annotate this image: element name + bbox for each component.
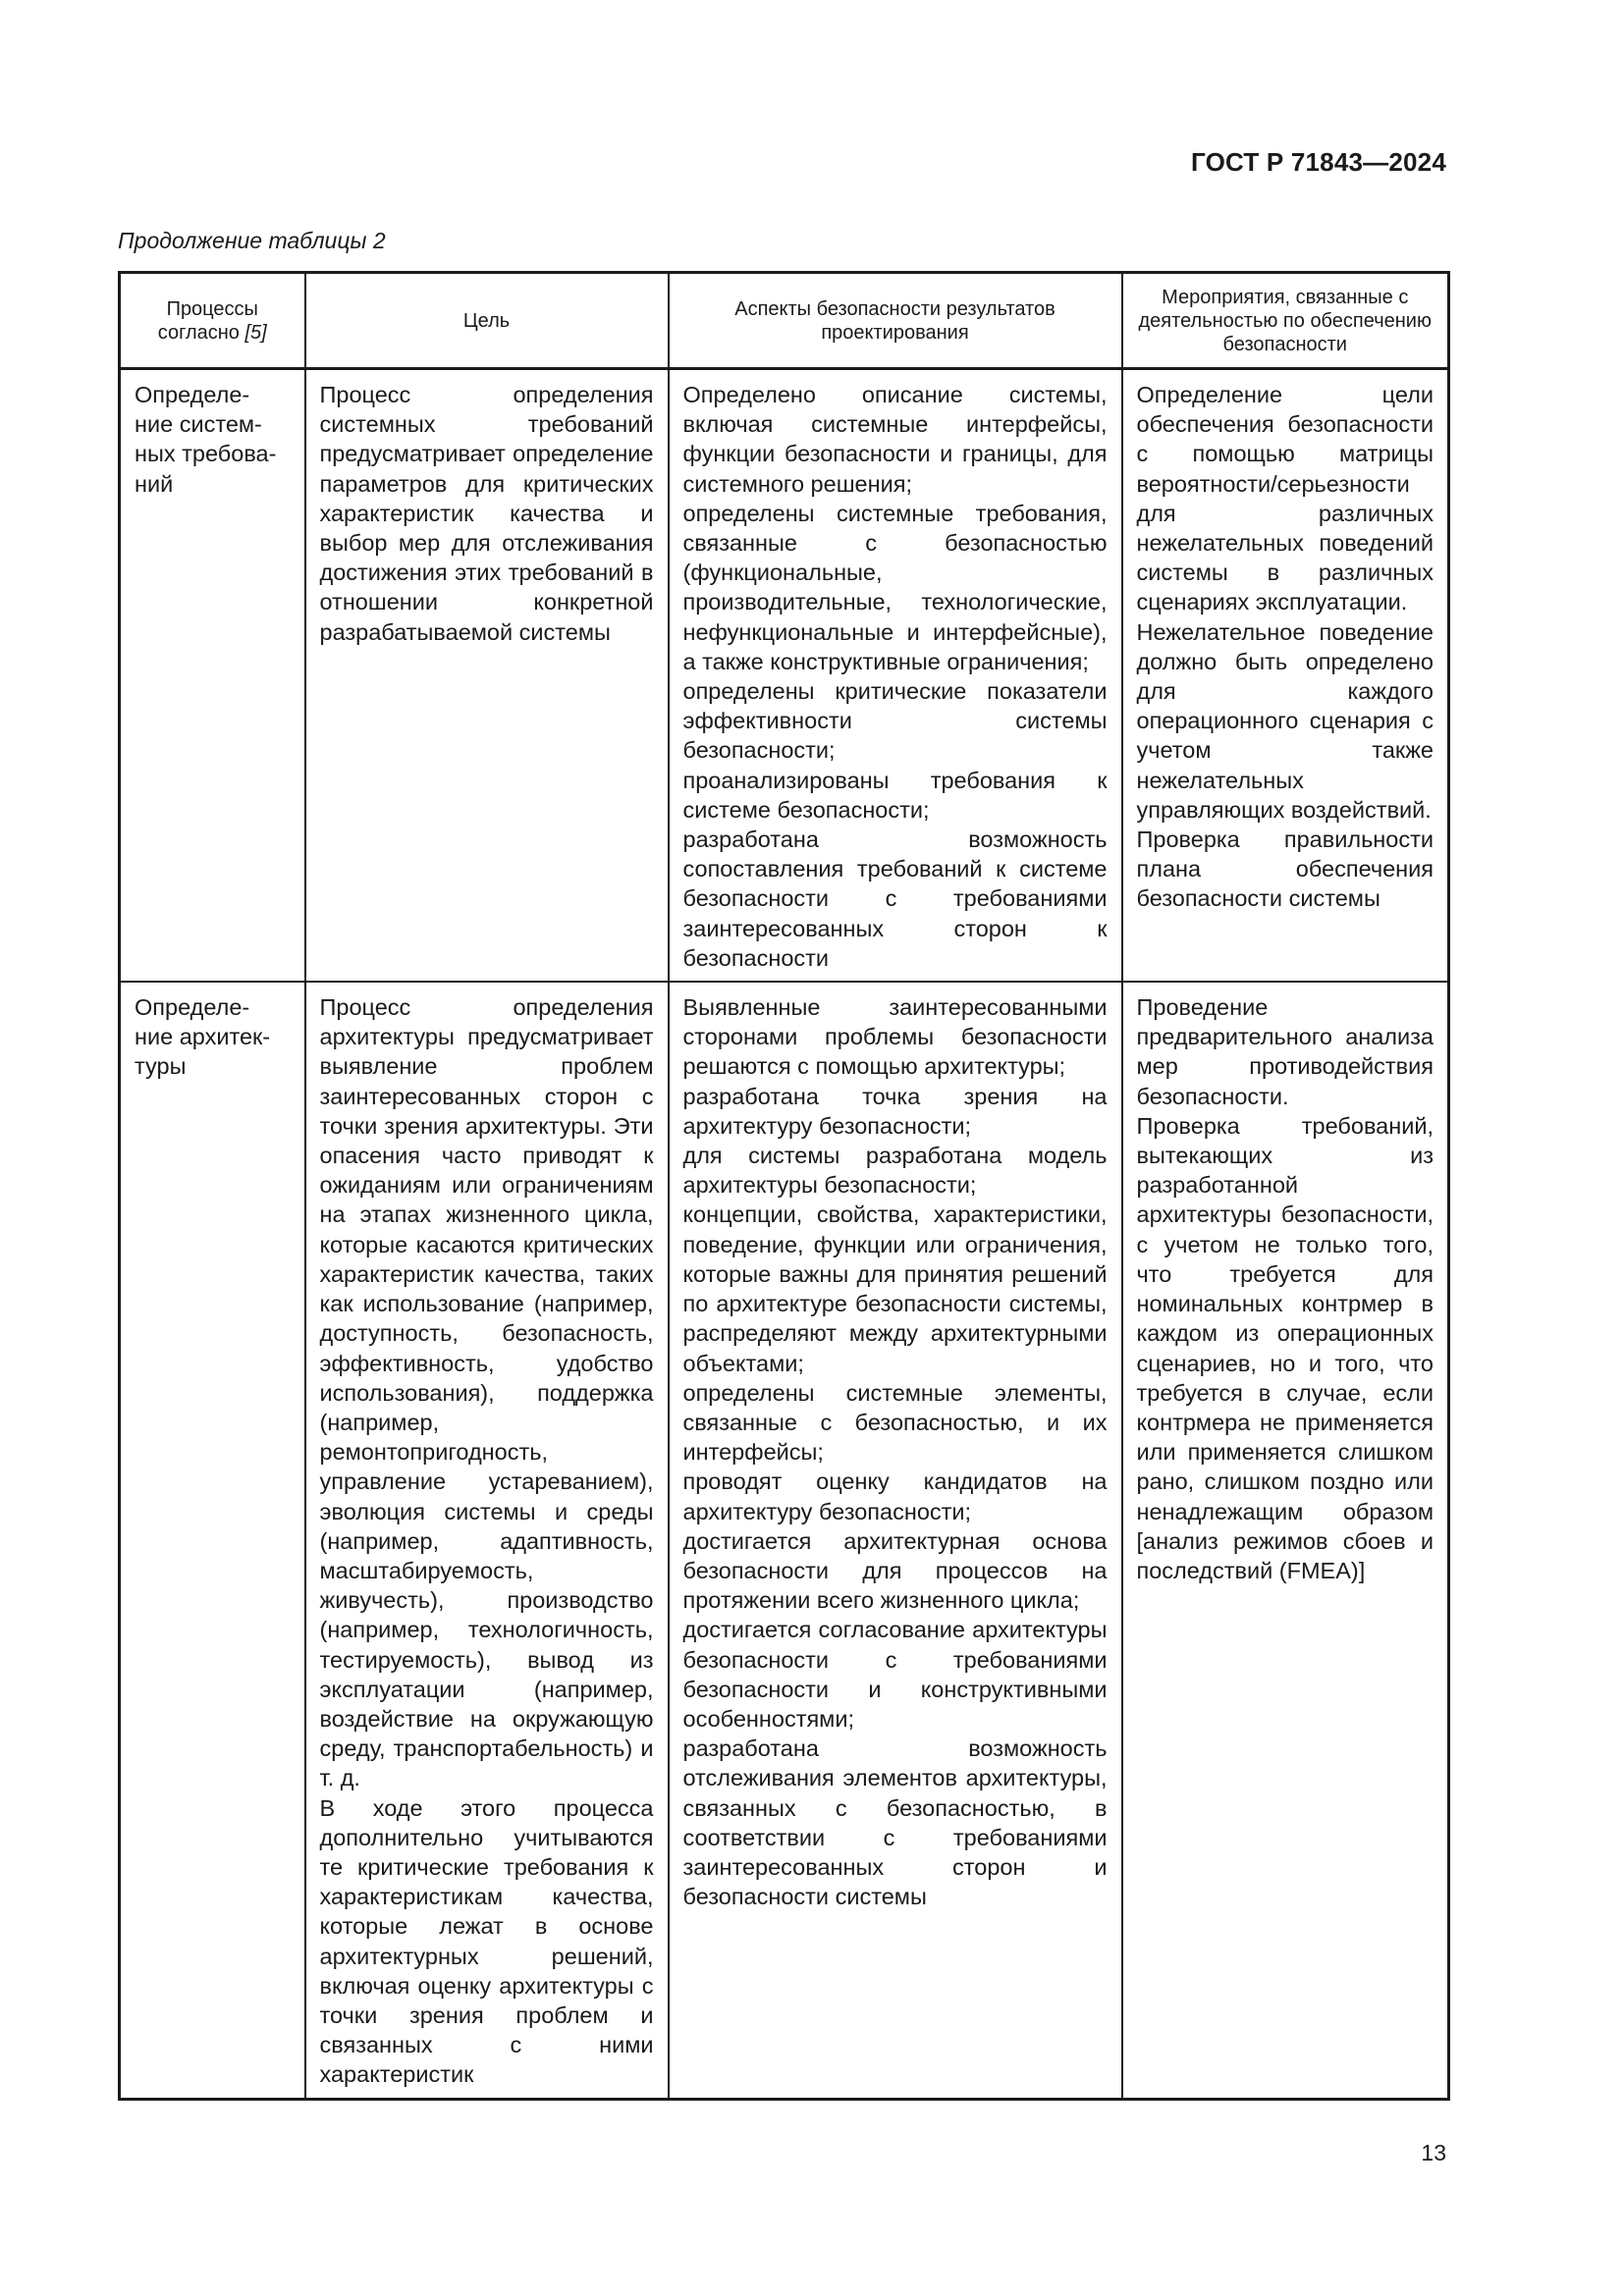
cell-goal: Процесс определения архитектуры предусматривает выявление проблем заинтересованных сторон с точки зрения архитектуры. Эти опасения часто приводят к ожиданиям или ограничениям на этапах жизненного цикла, которые касаются критических характеристик качества, таких как использование (например, доступность, безопасность, эффективность, удобство использования), поддержка (например, ремонтопригодность, управление устареванием), эволюция системы и среды (например, адаптивность, масштабируемость, живучесть), производство (например, технологичность, тестируемость), вывод из эксплуатации (например, воздействие на окружающую среду, транспортабельность) и т. д. В ходе этого процесса дополнительно учитываются те критические требования к характеристикам качества, которые лежат в основе архитектурных решений, включая оценку архитектуры с точки зрения проблем и связанных с ними характеристик: [305, 982, 669, 2099]
page-number: 13: [1421, 2140, 1446, 2165]
reference-link: [5]: [244, 321, 267, 344]
table-row: [120, 369, 1449, 983]
table-header-row: [120, 273, 1449, 369]
table-caption: Продолжение таблицы 2: [118, 228, 386, 253]
cell-aspects: Определено описание системы, включая системные интерфейсы, функции безопасности и границы, для системного решения; определены системные требования, связанные с безопасностью (функциональные, производительные, технологические, нефункциональные и интерфейсные), а также конструктивные ограничения; определены критические показатели эффективности системы безопасности; проанализированы требования к системе безопасности; разработана возможность сопоставления требований к системе безопасности с требованиями заинтересованных сторон к безопасности: [669, 369, 1122, 983]
cell-measures: Проведение предварительного анализа мер противодействия безопасности. Проверка требований, вытекающих из разработанной архитектуры безопасности, с учетом не только того, что требуется для номинальных контрмер в каждом из операционных сценариев, но и того, что требуется в случае, если контрмера не применяется или применяется слишком рано, слишком поздно или ненадлежащим образом [анализ режимов сбоев и последствий (FMEA)]: [1122, 982, 1449, 2099]
column-header-processes: Процессы согласно [5]: [120, 273, 305, 369]
table-row: [120, 982, 1449, 2099]
column-header-goal: Цель: [305, 273, 669, 369]
column-header-measures: Мероприятия, связанные с деятельностью по обеспечению безопасности: [1122, 273, 1449, 369]
requirements-table: [118, 271, 1450, 2101]
column-header-aspects: Аспекты безопасности результатов проектирования: [669, 273, 1122, 369]
document-code: ГОСТ Р 71843—2024: [1191, 147, 1446, 177]
cell-process: Определе- ние систем- ных требова- ний: [120, 369, 305, 983]
cell-aspects: Выявленные заинтересованными сторонами проблемы безопасности решаются с помощью архитектуры; разработана точка зрения на архитектуру безопасности; для системы разработана модель архитектуры безопасности; концепции, свойства, характеристики, поведение, функции или ограничения, которые важны для принятия решений по архитектуре безопасности системы, распределяют между архитектурными объектами; определены системные элементы, связанные с безопасностью, и их интерфейсы; проводят оценку кандидатов на архитектуру безопасности; достигается архитектурная основа безопасности для процессов на протяжении всего жизненного цикла; достигается согласование архитектуры безопасности с требованиями безопасности и конструктивными особенностями; разработана возможность отслеживания элементов архитектуры, связанных с безопасностью, в соответствии с требованиями заинтересованных сторон и безопасности системы: [669, 982, 1122, 2099]
cell-process: Определе- ние архитек- туры: [120, 982, 305, 2099]
cell-goal: Процесс определения системных требований предусматривает определение параметров для критических характеристик качества и выбор мер для отслеживания достижения этих требований в отношении конкретной разрабатываемой системы: [305, 369, 669, 983]
cell-measures: Определение цели обеспечения безопасности с помощью матрицы вероятности/серьезности для различных нежелательных поведений системы в различных сценариях эксплуатации. Нежелательное поведение должно быть определено для каждого операционного сценария с учетом также нежелательных управляющих воздействий. Проверка правильности плана обеспечения безопасности системы: [1122, 369, 1449, 983]
